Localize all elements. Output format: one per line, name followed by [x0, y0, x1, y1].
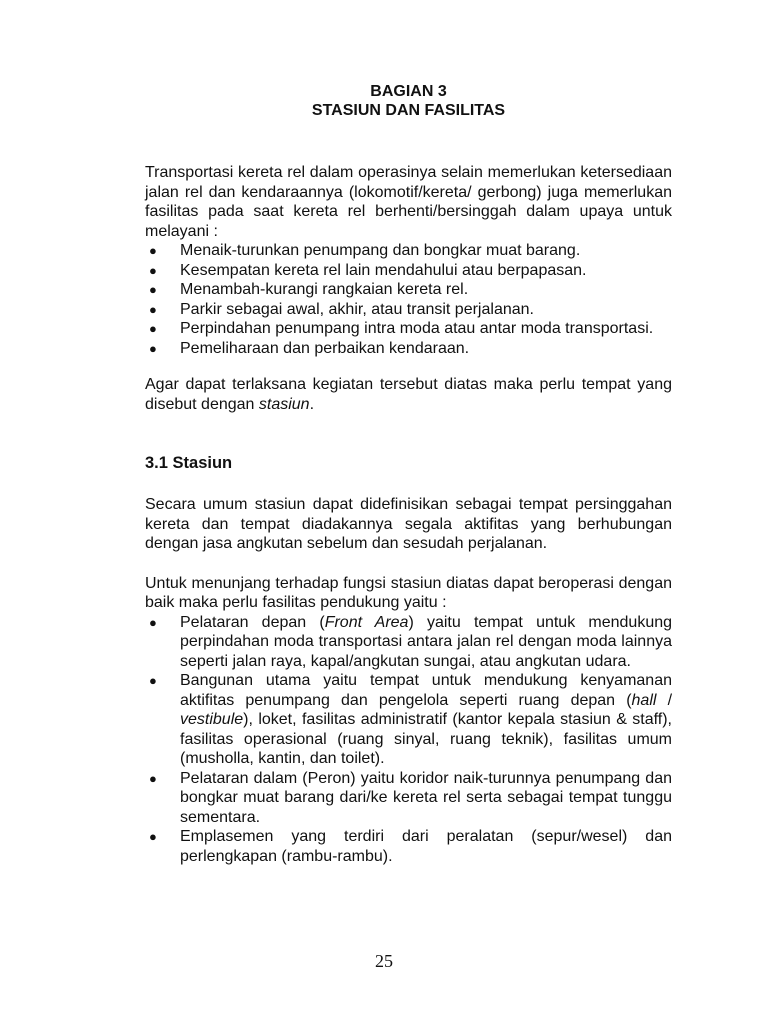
service-list — [145, 241, 672, 358]
facility-term: hall — [631, 691, 657, 709]
closing-term: stasiun — [258, 395, 310, 413]
definition-paragraph: Secara umum stasiun dapat didefinisikan sebagai tempat persinggahan kereta dan tempat diadakannya segala aktifitas yang berhubungan dengan jasa angkutan sebelum dan sesudah perjalanan. — [145, 496, 672, 552]
facility-item — [145, 671, 672, 769]
closing-end: . — [309, 395, 315, 413]
facility-item — [145, 827, 672, 866]
chapter-label: BAGIAN 3 — [370, 83, 447, 100]
facility-text-part: ) yaitu tempat untuk mendukung perpindahan moda transportasi antara jalan rel dengan moda lainnya seperti jalan raya, kapal/angkutan sungai, atau angkutan udara. — [180, 613, 673, 670]
facility-text-part: Bangunan utama yaitu tempat untuk mendukung kenyamanan aktifitas penumpang dan pengelola seperti ruang depan ( — [180, 672, 672, 709]
facility-item — [145, 613, 672, 672]
service-item — [145, 339, 672, 359]
closing-paragraph — [145, 375, 672, 414]
facility-text-part: Pelataran depan ( — [180, 613, 325, 631]
bullet-icon: ● — [149, 282, 157, 297]
page-number: 25 — [375, 951, 393, 971]
chapter-title: STASIUN DAN FASILITAS — [311, 102, 506, 119]
page-content — [145, 82, 672, 866]
bullet-icon: ● — [149, 770, 157, 786]
bullet-icon: ● — [149, 321, 157, 336]
service-item — [145, 280, 672, 300]
facility-term: Front Area — [324, 613, 409, 631]
service-item — [145, 319, 672, 339]
facility-term: vestibule — [180, 711, 244, 728]
service-item — [145, 300, 672, 320]
bullet-icon: ● — [149, 262, 157, 278]
service-item-text: Parkir sebagai awal, akhir, atau transit perjalanan. — [180, 300, 534, 318]
facility-text: Emplasemen yang terdiri dari peralatan (sepur/wesel) dan perlengkapan (rambu-rambu). — [180, 828, 672, 865]
facility-text-part: / — [656, 691, 673, 709]
facility-text-part: ), loket, fasilitas administratif (kantor kepala stasiun & staff), fasilitas operasional (ruang sinyal, ruang teknik), fasilitas umum (musholla, kantin, dan toilet). — [180, 711, 672, 767]
bullet-icon: ● — [149, 243, 157, 258]
service-item-text: Kesempatan kereta rel lain mendahului atau berpapasan. — [180, 261, 587, 279]
service-item-text: Perpindahan penumpang intra moda atau antar moda transportasi. — [180, 320, 654, 337]
facility-text: Pelataran dalam (Peron) yaitu koridor naik-turunnya penumpang dan bongkar muat barang dari/ke kereta rel serta sebagai tempat tunggu sementara. — [180, 769, 672, 826]
facility-text — [180, 672, 672, 767]
bullet-icon: ● — [149, 340, 157, 356]
service-item-text: Menambah-kurangi rangkaian kereta rel. — [180, 281, 469, 298]
facility-text — [180, 614, 672, 670]
intro-paragraph: Transportasi kereta rel dalam operasinya selain memerlukan ketersediaan jalan rel dan kendaraannya (lokomotif/kereta/ gerbong) juga memerlukan fasilitas pada saat kereta rel berhenti/bersinggah dalam upaya untuk melayani : — [145, 164, 672, 240]
bullet-icon: ● — [149, 829, 157, 844]
section-heading: 3.1 Stasiun — [145, 454, 233, 472]
facility-item — [145, 769, 672, 828]
support-intro-paragraph: Untuk menunjang terhadap fungsi stasiun diatas dapat beroperasi dengan baik maka perlu fasilitas pendukung yaitu : — [145, 574, 672, 611]
closing-text: Agar dapat terlaksana kegiatan tersebut diatas maka perlu tempat yang disebut dengan — [145, 376, 672, 413]
service-item-text: Pemeliharaan dan perbaikan kendaraan. — [180, 339, 470, 357]
service-item — [145, 261, 672, 281]
bullet-icon: ● — [149, 301, 157, 317]
bullet-icon: ● — [149, 673, 157, 688]
bullet-icon: ● — [149, 614, 157, 630]
service-item — [145, 241, 672, 261]
facility-list — [145, 613, 672, 867]
service-item-text: Menaik-turunkan penumpang dan bongkar muat barang. — [180, 242, 581, 259]
